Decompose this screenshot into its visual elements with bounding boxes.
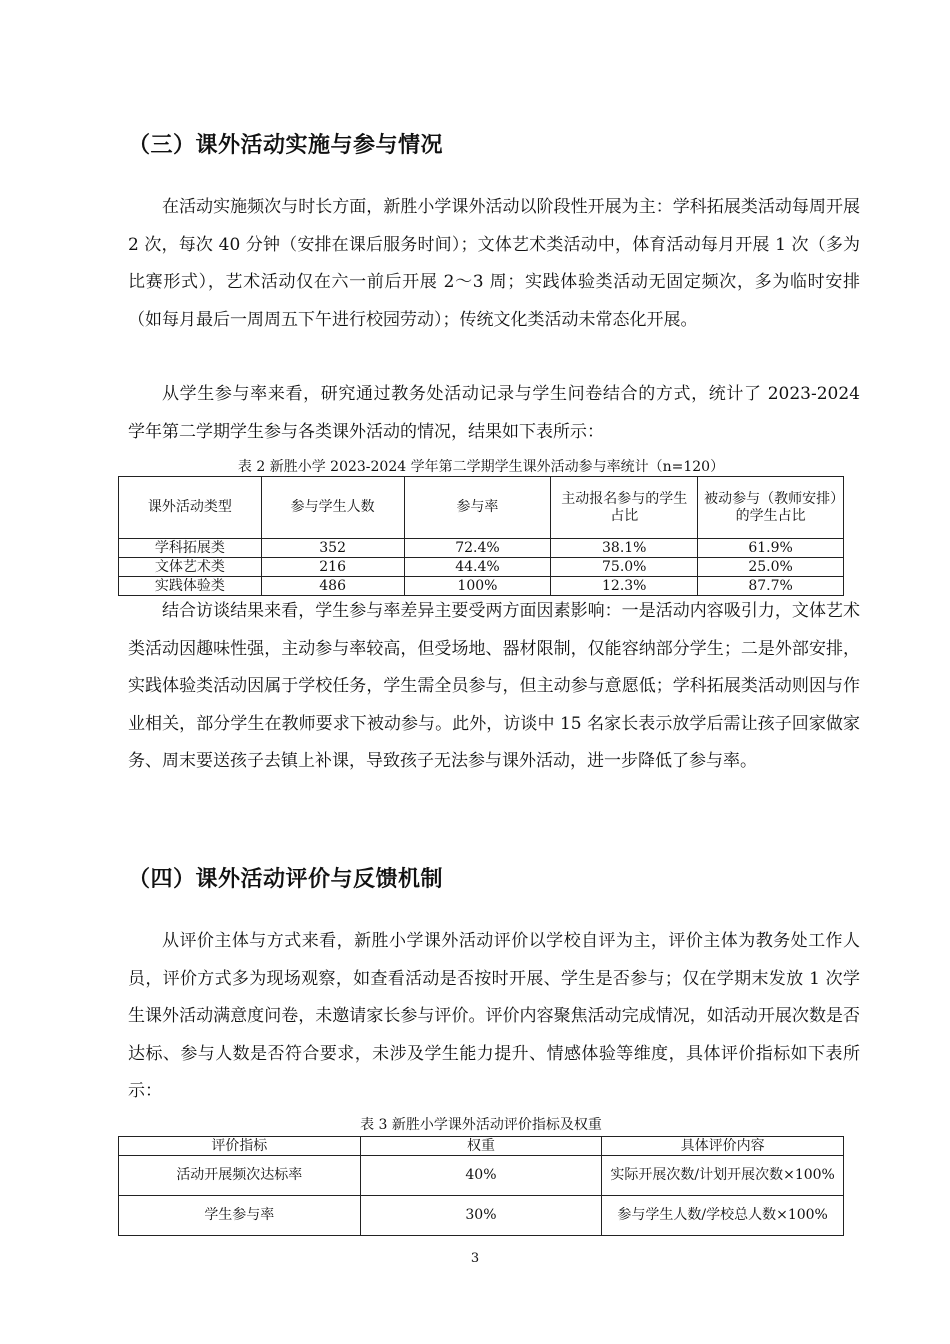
paragraph: 从评价主体与方式来看，新胜小学课外活动评价以学校自评为主，评价主体为教务处工作人员，评价方式多为现场观察，如查看活动是否按时开展、学生是否参与；仅在学期末发放 1 次学生课外活动满意度问卷，未邀请家长参与评价。评价内容聚焦活动完成情况，如活动开展次数是否达标、参与人数是否符合要求，未涉及学生能力提升、情感体验等维度，具体评价指标如下表所示： xyxy=(128,931,860,1101)
table-cell: 100% xyxy=(404,577,551,596)
table-cell: 活动开展频次达标率 xyxy=(119,1156,361,1196)
table-cell: 12.3% xyxy=(551,577,698,596)
participation-table xyxy=(118,476,844,596)
table-cell: 文体艺术类 xyxy=(119,558,262,577)
table-header-cell: 主动报名参与的学生占比 xyxy=(551,477,698,539)
table-cell: 44.4% xyxy=(404,558,551,577)
paragraph: 从学生参与率来看，研究通过教务处活动记录与学生问卷结合的方式，统计了 2023-2024 学年第二学期学生参与各类课外活动的情况，结果如下表所示： xyxy=(128,384,860,442)
table-cell: 75.0% xyxy=(551,558,698,577)
table-caption: 表 2 新胜小学 2023-2024 学年第二学期学生课外活动参与率统计（n=120） xyxy=(237,459,725,475)
table-row xyxy=(119,1156,844,1196)
table-header-cell: 具体评价内容 xyxy=(602,1137,844,1156)
table-cell: 38.1% xyxy=(551,539,698,558)
table-cell: 参与学生人数/学校总人数×100% xyxy=(602,1196,844,1236)
table-header-cell: 课外活动类型 xyxy=(119,477,262,539)
table-header-row xyxy=(119,477,844,539)
table-cell: 学生参与率 xyxy=(119,1196,361,1236)
table-header-cell: 被动参与（教师安排）的学生占比 xyxy=(698,477,844,539)
table-cell: 30% xyxy=(360,1196,602,1236)
page-number: 3 xyxy=(470,1251,480,1266)
table-cell: 实践体验类 xyxy=(119,577,262,596)
table-cell: 87.7% xyxy=(698,577,844,596)
table-row xyxy=(119,558,844,577)
table-cell: 352 xyxy=(261,539,404,558)
table-header-cell: 参与率 xyxy=(404,477,551,539)
table-cell: 学科拓展类 xyxy=(119,539,262,558)
table-cell: 40% xyxy=(360,1156,602,1196)
table-cell: 216 xyxy=(261,558,404,577)
table-cell: 25.0% xyxy=(698,558,844,577)
table-header-cell: 权重 xyxy=(360,1137,602,1156)
table-header-cell: 参与学生人数 xyxy=(261,477,404,539)
table-cell: 61.9% xyxy=(698,539,844,558)
table-cell: 72.4% xyxy=(404,539,551,558)
evaluation-table xyxy=(118,1136,844,1236)
table-cell: 实际开展次数/计划开展次数×100% xyxy=(602,1156,844,1196)
table-row xyxy=(119,1196,844,1236)
table-header-cell: 评价指标 xyxy=(119,1137,361,1156)
table-header-row xyxy=(119,1137,844,1156)
paragraph: 在活动实施频次与时长方面，新胜小学课外活动以阶段性开展为主：学科拓展类活动每周开展 2 次，每次 40 分钟（安排在课后服务时间）；文体艺术类活动中，体育活动每月开展 1 次（多为比赛形式），艺术活动仅在六一前后开展 2～3 周；实践体验类活动无固定频次，多为临时安排（如每月最后一周周五下午进行校园劳动）；传统文化类活动未常态化开展。 xyxy=(128,197,860,330)
table-cell: 486 xyxy=(261,577,404,596)
table-caption: 表 3 新胜小学课外活动评价指标及权重 xyxy=(360,1117,602,1133)
section-heading: （三）课外活动实施与参与情况 xyxy=(128,133,444,158)
section-heading: （四）课外活动评价与反馈机制 xyxy=(128,867,444,892)
table-row xyxy=(119,539,844,558)
paragraph: 结合访谈结果来看，学生参与率差异主要受两方面因素影响：一是活动内容吸引力，文体艺术类活动因趣味性强，主动参与率较高，但受场地、器材限制，仅能容纳部分学生；二是外部安排，实践体验类活动因属于学校任务，学生需全员参与，但主动参与意愿低；学科拓展类活动则因与作业相关，部分学生在教师要求下被动参与。此外，访谈中 15 名家长表示放学后需让孩子回家做家务、周末要送孩子去镇上补课，导致孩子无法参与课外活动，进一步降低了参与率。 xyxy=(128,601,860,771)
